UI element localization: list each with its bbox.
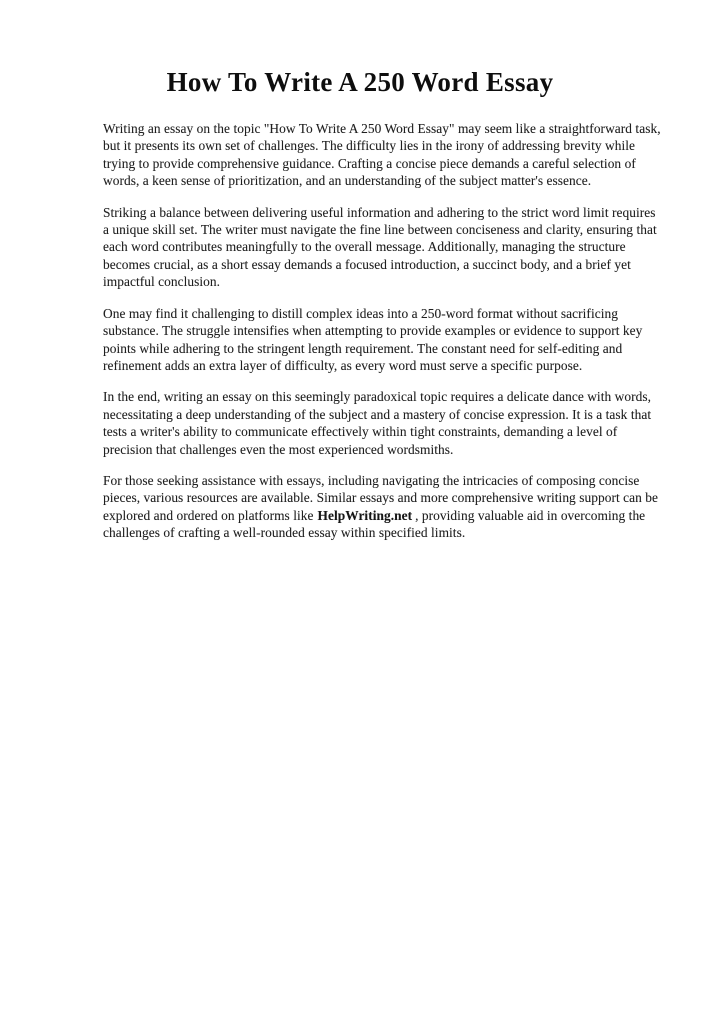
page-title: How To Write A 250 Word Essay xyxy=(166,67,554,97)
closing-text-before: For those seeking assistance with essays, including navigating the intricacies of composing concise pieces, various resources are available. Similar essays and more comprehensive writing support can be explored and ordered on platforms like xyxy=(103,472,658,523)
paragraph-conclusion: In the end, writing an essay on this seemingly paradoxical topic requires a delicate dance with words, necessitating a deep understanding of the subject and a mastery of concise expression. It is a task that tests a writer's ability to communicate effectively within tight constraints, demanding a level of precision that challenges even the most experienced wordsmiths. xyxy=(103,389,652,457)
paragraph-challenge: One may find it challenging to distill complex ideas into a 250-word format without sacrificing substance. The struggle intensifies when attempting to provide examples or evidence to support key points while adhering to the stringent length requirement. The constant need for self-editing and refinement adds an extra layer of difficulty, as every word must serve a specific purpose. xyxy=(103,305,643,373)
paragraph-intro: Writing an essay on the topic "How To Write A 250 Word Essay" may seem like a straightforward task, but it presents its own set of challenges. The difficulty lies in the irony of addressing brevity while trying to provide comprehensive guidance. Crafting a concise piece demands a careful selection of words, a keen sense of prioritization, and an understanding of the subject matter's essence. xyxy=(103,121,661,189)
closing-text-after: , providing valuable aid in overcoming the challenges of crafting a well-rounded essay within specified limits. xyxy=(103,507,646,541)
paragraph-balance: Striking a balance between delivering useful information and adhering to the strict word limit requires a unique skill set. The writer must navigate the fine line between conciseness and clarity, ensuring that each word contributes meaningfully to the overall message. Additionally, managing the structure becomes crucial, as a short essay demands a focused introduction, a succinct body, and a brief yet impactful conclusion. xyxy=(103,204,657,290)
helpwriting-brand-link[interactable]: HelpWriting.net xyxy=(317,507,413,523)
document-body xyxy=(0,98,720,542)
paragraph-closing xyxy=(103,472,664,542)
